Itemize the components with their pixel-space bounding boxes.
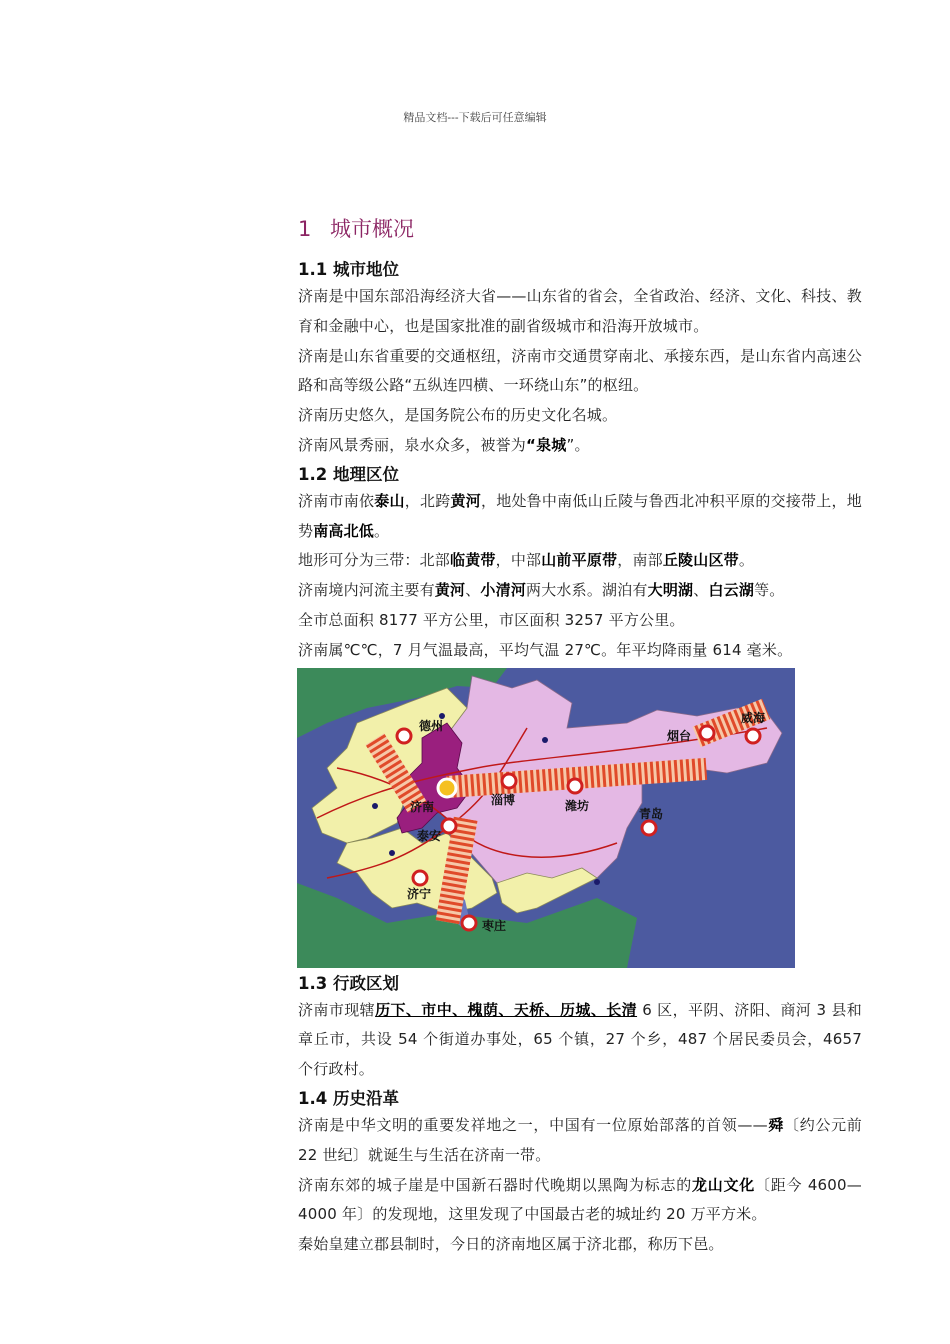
map-label-jinan: 济南 [410, 799, 435, 814]
text-run: 。 [738, 551, 755, 570]
shandong-map [297, 668, 795, 968]
paragraph: 济南历史悠久，是国务院公布的历史文化名城。 [298, 406, 618, 425]
text-run: 、 [465, 581, 481, 600]
bold-term: 南高北低 [313, 521, 375, 540]
bold-term [375, 1001, 637, 1019]
map-dot [389, 850, 395, 856]
section-1-1-title: 1.1 城市地位 [298, 260, 399, 279]
text-run: ，中部 [495, 551, 542, 570]
text-run: ，北跨 [404, 491, 451, 510]
bold-term: 山前平原带 [541, 551, 618, 570]
map-marker-dezhou [397, 729, 411, 743]
map-marker-zaozhuang [462, 916, 476, 930]
map-marker-qingdao [642, 821, 656, 835]
bold-term: 泰山 [374, 491, 405, 510]
map-marker-weihai [746, 729, 760, 743]
map-label-dezhou: 德州 [419, 718, 444, 733]
map-dot [372, 803, 378, 809]
bold-term: 黄河 [434, 581, 466, 600]
paragraph [298, 546, 862, 576]
chapter-heading [298, 210, 862, 248]
text-run: 济南是中华文明的重要发祥地之一，中国有一位原始部落的首领—— [298, 1115, 768, 1134]
bold-term: 大明湖 [647, 581, 694, 600]
text-run: 济南市南依 [298, 491, 375, 510]
section-1-4-title: 1.4 历史沿革 [298, 1088, 399, 1108]
map-label-zibo: 淄博 [491, 792, 516, 807]
text-run: 〔约公元前 22 世纪〕就诞生与生活在济南一带。 [298, 1115, 862, 1164]
map-marker-taian [442, 819, 456, 833]
text-run: 〔距今 4600—4000 年〕的发现地，这里发现了中国最古老的城址约 20 万平方米。 [298, 1175, 862, 1224]
map-label-qingdao: 青岛 [639, 806, 664, 821]
paragraph [298, 1111, 862, 1171]
map-label-zaozhuang: 枣庄 [482, 918, 507, 933]
bold-term: 小清河 [480, 581, 527, 600]
paragraph [298, 487, 862, 547]
map-dot [542, 737, 548, 743]
paragraph [298, 576, 862, 606]
bold-term: 龙山文化 [691, 1175, 756, 1194]
paragraph: 济南是山东省重要的交通枢纽，济南市交通贯穿南北、承接东西，是山东省内高速公路和高等级公路“五纵连四横、一环绕山东”的枢纽。 [298, 346, 862, 395]
map-marker-yantai [700, 726, 714, 740]
text-run: 济南市现辖 [298, 1000, 376, 1019]
text-run: 济南东郊的城子崖是中国新石器时代晚期以黑陶为标志的 [298, 1175, 692, 1194]
bold-term: 舜 [767, 1115, 784, 1134]
map-label-jining: 济宁 [407, 886, 432, 901]
paragraph: 秦始皇建立郡县制时，今日的济南地区属于济北郡，称历下邑。 [298, 1235, 724, 1254]
bold-term: 白云湖 [708, 581, 755, 600]
map-label-weihai: 威海 [741, 710, 766, 725]
text-run: 6 区，平阴、济阳、商河 3 县和章丘市，共设 54 个街道办事处，65 个镇，27 个乡，487 个居民委员会，4657 个行政村。 [298, 1000, 862, 1079]
text-run: 地形可分为三带：北部 [298, 551, 451, 570]
shandong-map-figure [297, 668, 795, 968]
paragraph: 济南属℃℃，7 月气温最高，平均气温 27℃。年平均降雨量 614 毫米。 [298, 640, 793, 659]
bold-term: 临黄带 [450, 551, 496, 570]
text-run: ”。 [566, 435, 590, 454]
text-run: 济南境内河流主要有 [298, 581, 435, 600]
text-run: 两大水系。湖泊有 [526, 581, 648, 600]
map-label-taian: 泰安 [417, 828, 442, 843]
map-marker-jinan [438, 779, 456, 797]
paragraph [298, 996, 862, 1085]
section-1-3-title: 1.3 行政区划 [298, 973, 399, 993]
text-run: 等。 [754, 581, 785, 600]
underlined-districts: 历下、市中、槐荫、天桥、历城、长清 [375, 1000, 638, 1019]
chapter-title: 城市概况 [330, 217, 414, 241]
map-marker-zibo [502, 774, 516, 788]
paragraph [298, 1171, 862, 1231]
paragraph: 济南是中国东部沿海经济大省——山东省的省会，全省政治、经济、文化、科技、教育和金融中心，也是国家批准的副省级城市和沿海开放城市。 [298, 287, 862, 335]
text-run: 济南风景秀丽，泉水众多，被誉为 [298, 435, 527, 454]
bold-term: 黄河 [450, 491, 481, 510]
text-run: ，南部 [617, 551, 663, 570]
map-label-yantai: 烟台 [667, 728, 692, 743]
map-marker-weifang [568, 779, 582, 793]
map-dot [594, 879, 600, 885]
bold-term: 丘陵山区带 [662, 551, 739, 570]
bold-term: “泉城 [526, 435, 567, 454]
section-1-2-title: 1.2 地理区位 [298, 464, 399, 484]
text-run: 、 [693, 581, 709, 600]
document-body [298, 210, 862, 1260]
text-run: 。 [374, 521, 390, 540]
text-run: ，地处鲁中南低山丘陵与鲁西北冲积平原的交接带上，地势 [298, 491, 862, 540]
map-marker-jining [413, 871, 427, 885]
paragraph: 全市总面积 8177 平方公里，市区面积 3257 平方公里。 [298, 610, 685, 629]
header-watermark: 精品文档---下载后可任意编辑 [403, 111, 547, 124]
paragraph [298, 431, 862, 461]
map-label-weifang: 潍坊 [565, 798, 590, 813]
chapter-number: 1 [298, 217, 312, 241]
